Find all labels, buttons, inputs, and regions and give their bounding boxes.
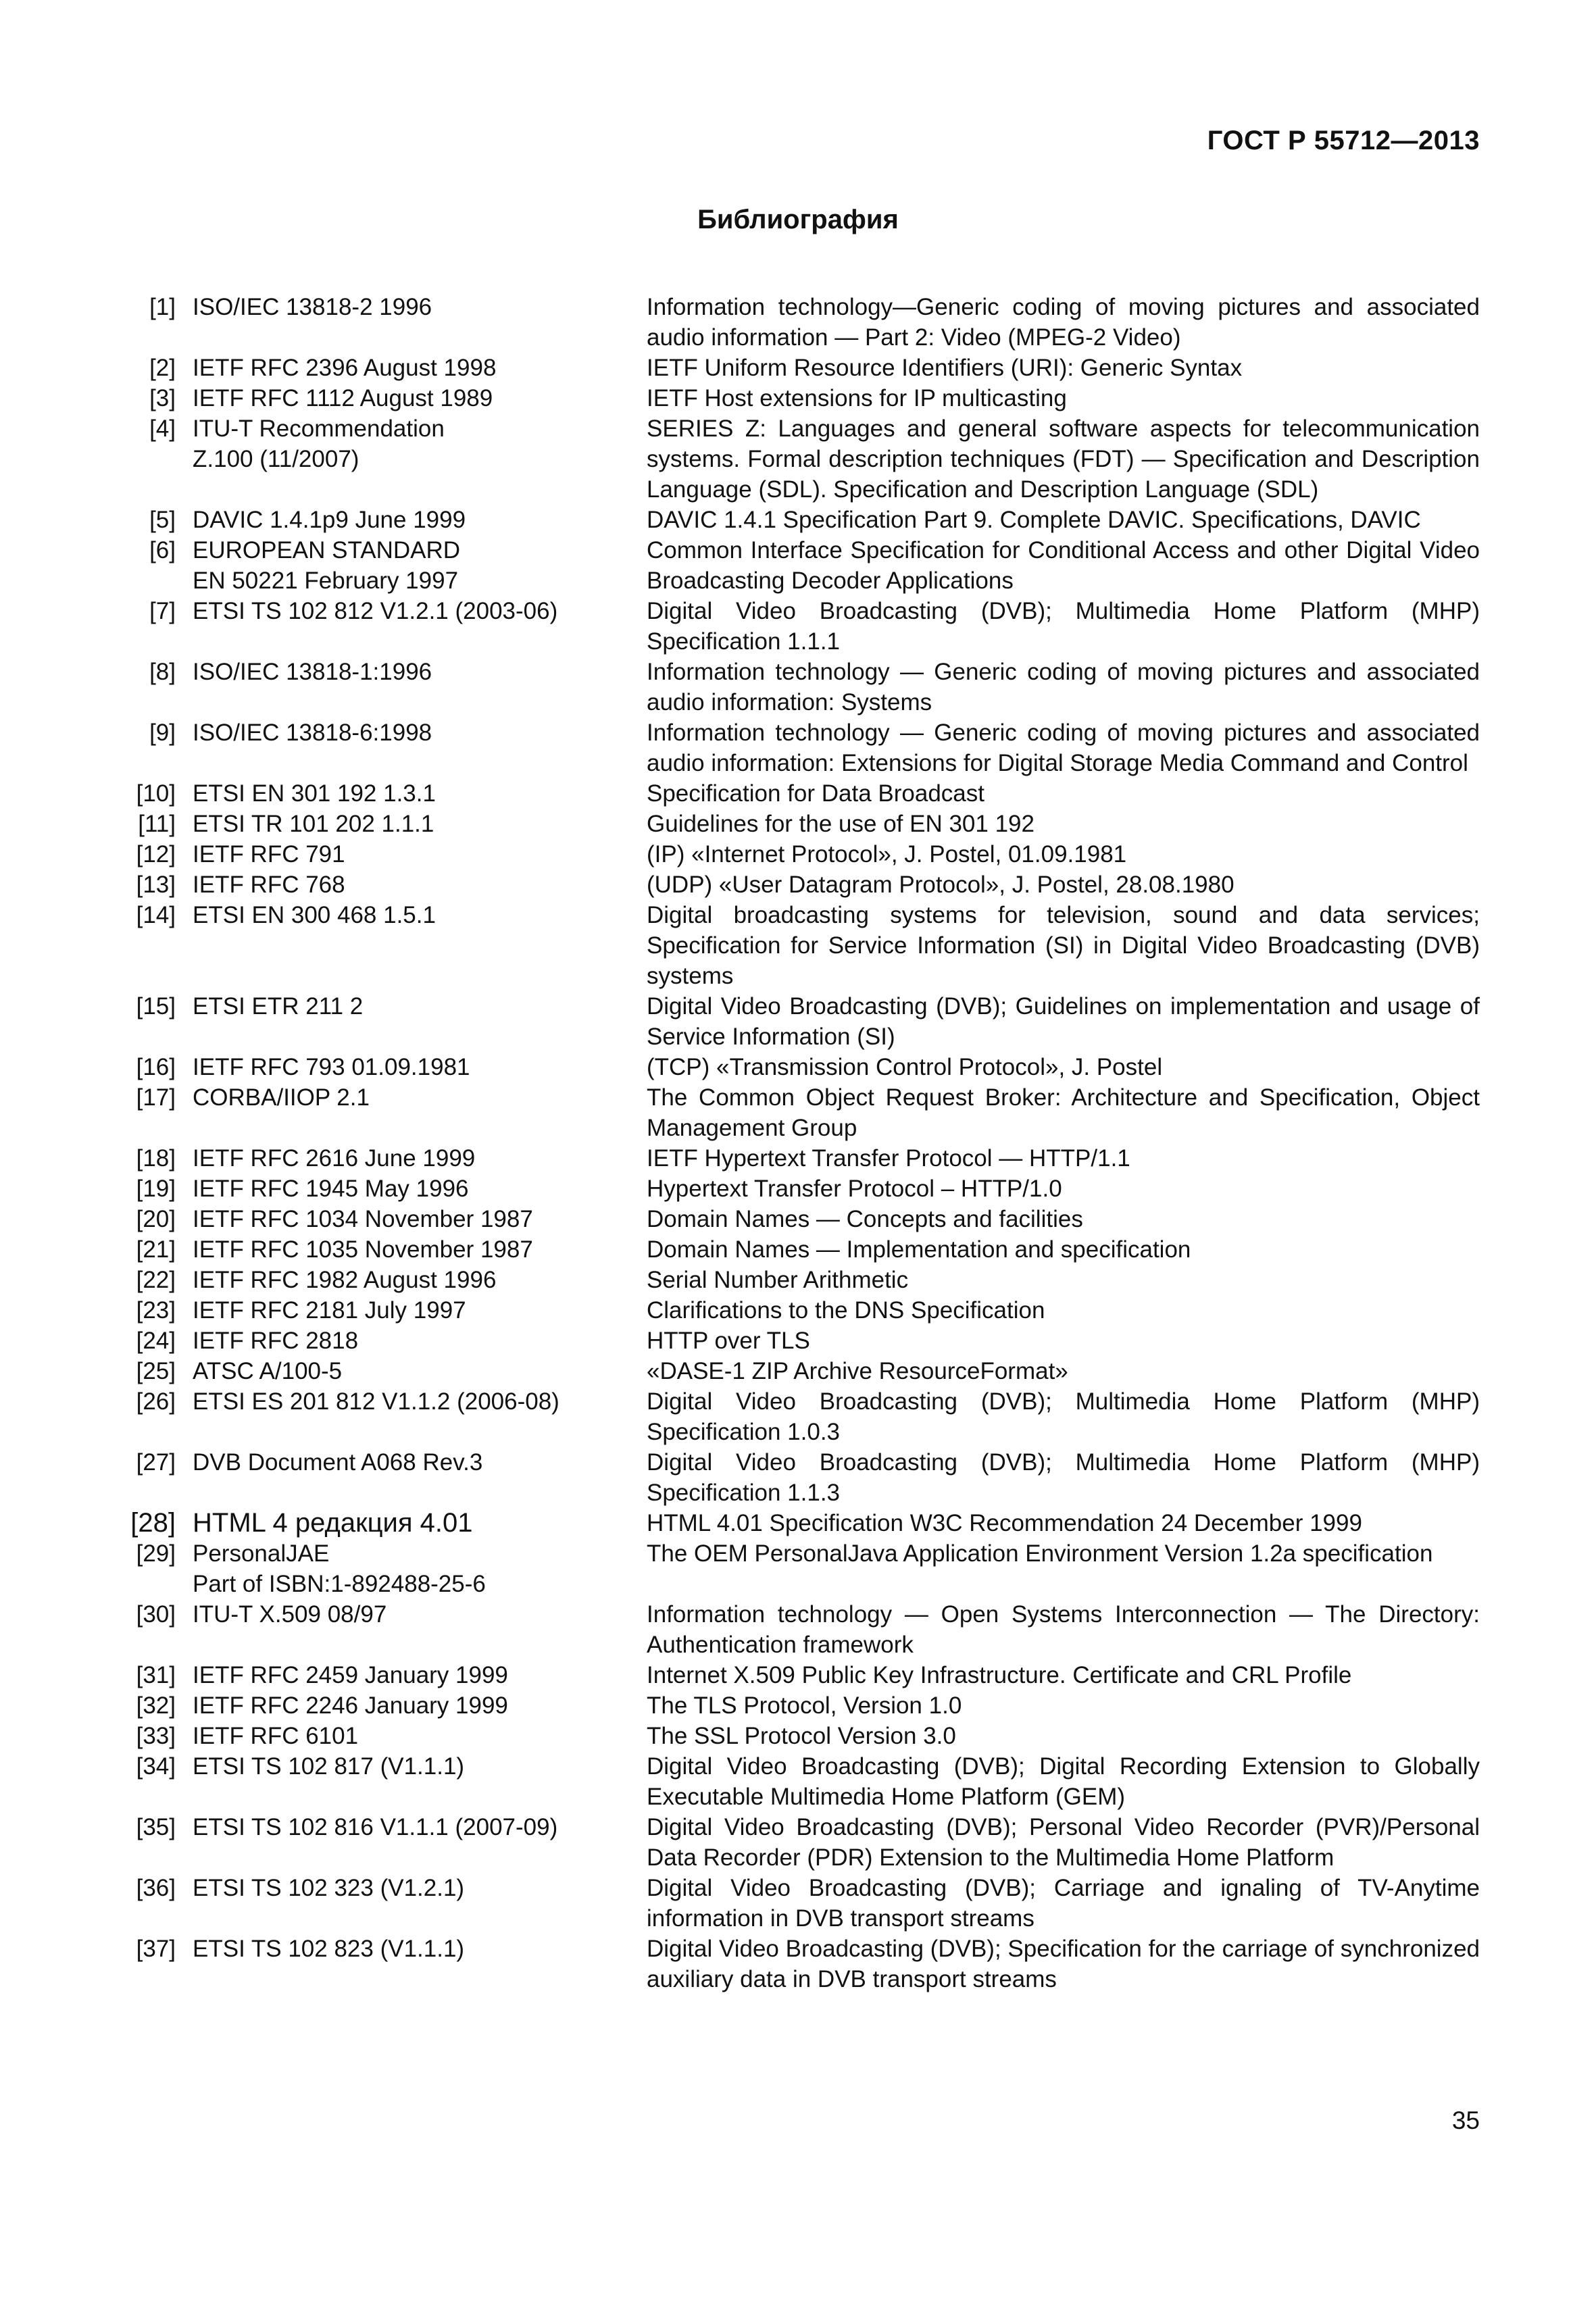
bibliography-entry bbox=[115, 1295, 1480, 1326]
entry-number: [31] bbox=[136, 1662, 176, 1688]
entry-reference bbox=[176, 353, 647, 383]
bibliography-entry bbox=[115, 1660, 1480, 1690]
entry-reference bbox=[176, 1356, 647, 1386]
entry-reference bbox=[176, 1174, 647, 1204]
bibliography-entry bbox=[115, 1174, 1480, 1204]
entry-description: IETF Uniform Resource Identifiers (URI): Generic Syntax bbox=[647, 355, 1243, 381]
reference-line: IETF RFC 1945 May 1996 bbox=[193, 1176, 469, 1202]
entry-reference bbox=[176, 900, 647, 930]
reference-line: IETF RFC 1982 August 1996 bbox=[193, 1267, 497, 1293]
entry-number: [27] bbox=[136, 1449, 176, 1476]
entry-number: [4] bbox=[149, 416, 176, 442]
entry-number: [14] bbox=[136, 902, 176, 928]
entry-reference bbox=[176, 1873, 647, 1903]
bibliography-entry bbox=[115, 1356, 1480, 1386]
reference-line: IETF RFC 2616 June 1999 bbox=[193, 1145, 476, 1172]
entry-description: DAVIC 1.4.1 Specification Part 9. Complete DAVIC. Specifications, DAVIC bbox=[647, 507, 1421, 533]
entry-reference bbox=[176, 1812, 647, 1842]
entry-number: [24] bbox=[136, 1328, 176, 1354]
entry-number: [7] bbox=[149, 598, 176, 624]
reference-line: ITU-T Recommendation bbox=[193, 416, 445, 442]
entry-reference bbox=[176, 1204, 647, 1234]
entry-number: [5] bbox=[149, 507, 176, 533]
entry-description: SERIES Z: Languages and general software aspects for telecommunication systems. Formal description techniques (FDT) — Specification and Description Language (SDL). Specification and Description Language (SDL) bbox=[647, 416, 1480, 503]
entry-description: HTML 4.01 Specification W3C Recommendation 24 December 1999 bbox=[647, 1510, 1362, 1536]
bibliography-entry bbox=[115, 1599, 1480, 1660]
reference-line: ETSI ETR 211 2 bbox=[193, 993, 364, 1020]
entry-reference bbox=[176, 1295, 647, 1326]
entry-reference bbox=[176, 1234, 647, 1265]
entry-reference bbox=[176, 383, 647, 413]
entry-description: Digital Video Broadcasting (DVB); Specification for the carriage of synchronized auxiliary data in DVB transport streams bbox=[647, 1936, 1480, 1992]
bibliography-entry bbox=[115, 1082, 1480, 1143]
entry-number: [12] bbox=[136, 841, 176, 867]
entry-reference bbox=[176, 718, 647, 748]
entry-number: [1] bbox=[149, 294, 176, 320]
reference-line: ETSI TS 102 816 V1.1.1 (2007-09) bbox=[193, 1814, 558, 1840]
bibliography-entry bbox=[115, 657, 1480, 718]
entry-reference bbox=[176, 991, 647, 1022]
entry-description: Digital Video Broadcasting (DVB); Guidelines on implementation and usage of Service Information (SI) bbox=[647, 993, 1480, 1050]
entry-number: [18] bbox=[136, 1145, 176, 1172]
entry-description: IETF Hypertext Transfer Protocol — HTTP/1.1 bbox=[647, 1145, 1130, 1172]
bibliography-entry bbox=[115, 1204, 1480, 1234]
reference-line: HTML 4 редакция 4.01 bbox=[193, 1508, 473, 1538]
reference-line: ETSI TS 102 817 (V1.1.1) bbox=[193, 1753, 465, 1780]
entry-reference bbox=[176, 1660, 647, 1690]
entry-description: Information technology — Generic coding of moving pictures and associated audio information: Extensions for Digital Storage Media Command and Control bbox=[647, 720, 1480, 776]
entry-number: [17] bbox=[136, 1084, 176, 1111]
entry-number: [10] bbox=[136, 780, 176, 807]
reference-line: EUROPEAN STANDARD bbox=[193, 537, 461, 563]
bibliography-entry bbox=[115, 900, 1480, 991]
entry-number: [35] bbox=[136, 1814, 176, 1840]
entry-number: [13] bbox=[136, 872, 176, 898]
entry-number: [30] bbox=[136, 1601, 176, 1628]
reference-line: IETF RFC 1112 August 1989 bbox=[193, 385, 493, 411]
bibliography-entry bbox=[115, 1234, 1480, 1265]
reference-line: IETF RFC 1034 November 1987 bbox=[193, 1206, 533, 1232]
reference-line: ETSI TR 101 202 1.1.1 bbox=[193, 811, 434, 837]
bibliography-entry bbox=[115, 505, 1480, 535]
entry-description: The Common Object Request Broker: Architecture and Specification, Object Management Group bbox=[647, 1084, 1480, 1141]
entry-description: Digital Video Broadcasting (DVB); Personal Video Recorder (PVR)/Personal Data Recorder (PDR) Extension to the Multimedia Home Platform bbox=[647, 1814, 1480, 1871]
bibliography-entry bbox=[115, 1447, 1480, 1508]
reference-line: IETF RFC 2396 August 1998 bbox=[193, 355, 497, 381]
entry-number: [15] bbox=[136, 993, 176, 1020]
entry-reference bbox=[176, 1386, 647, 1417]
entry-description: Digital Video Broadcasting (DVB); Carriage and ignaling of TV-Anytime information in DVB transport streams bbox=[647, 1875, 1480, 1932]
entry-number: [22] bbox=[136, 1267, 176, 1293]
bibliography-entry bbox=[115, 1386, 1480, 1447]
entry-reference bbox=[176, 778, 647, 809]
reference-line: ETSI ES 201 812 V1.1.2 (2006-08) bbox=[193, 1388, 559, 1415]
bibliography-entry bbox=[115, 1873, 1480, 1934]
reference-line: IETF RFC 2246 January 1999 bbox=[193, 1692, 508, 1719]
bibliography-entry bbox=[115, 1508, 1480, 1538]
reference-line: ETSI EN 300 468 1.5.1 bbox=[193, 902, 436, 928]
entry-description: Specification for Data Broadcast bbox=[647, 780, 984, 807]
reference-line: ISO/IEC 13818-1:1996 bbox=[193, 659, 432, 685]
bibliography-entry bbox=[115, 383, 1480, 413]
bibliography-entry bbox=[115, 413, 1480, 505]
entry-number: [9] bbox=[149, 720, 176, 746]
reference-line: ITU-T X.509 08/97 bbox=[193, 1601, 387, 1628]
bibliography-entry bbox=[115, 1143, 1480, 1174]
reference-line: Part of ISBN:1-892488-25-6 bbox=[193, 1571, 486, 1597]
entry-number: [34] bbox=[136, 1753, 176, 1780]
entry-number: [25] bbox=[136, 1358, 176, 1384]
bibliography-entry bbox=[115, 870, 1480, 900]
entry-number: [6] bbox=[149, 537, 176, 563]
entry-reference bbox=[176, 1721, 647, 1751]
bibliography-entry bbox=[115, 1751, 1480, 1812]
entry-reference bbox=[176, 1265, 647, 1295]
reference-line: PersonalJAE bbox=[193, 1540, 330, 1567]
entry-description: Domain Names — Implementation and specification bbox=[647, 1236, 1191, 1263]
reference-line: IETF RFC 2818 bbox=[193, 1328, 359, 1354]
entry-number: [37] bbox=[136, 1936, 176, 1962]
bibliography-entry bbox=[115, 1052, 1480, 1082]
entry-description: Information technology—Generic coding of moving pictures and associated audio information — Part 2: Video (MPEG-2 Video) bbox=[647, 294, 1480, 351]
entry-reference bbox=[176, 839, 647, 870]
bibliography-entry bbox=[115, 1538, 1480, 1599]
entry-description: Serial Number Arithmetic bbox=[647, 1267, 909, 1293]
reference-line: IETF RFC 2459 January 1999 bbox=[193, 1662, 508, 1688]
entry-number: [2] bbox=[149, 355, 176, 381]
reference-line: ETSI TS 102 823 (V1.1.1) bbox=[193, 1936, 465, 1962]
entry-number: [23] bbox=[136, 1297, 176, 1324]
entry-description: (TCP) «Transmission Control Protocol», J. Postel bbox=[647, 1054, 1163, 1080]
entry-reference bbox=[176, 809, 647, 839]
entry-number: [21] bbox=[136, 1236, 176, 1263]
bibliography-entry bbox=[115, 596, 1480, 657]
bibliography-entry bbox=[115, 809, 1480, 839]
reference-line: Z.100 (11/2007) bbox=[193, 446, 359, 472]
bibliography-entry bbox=[115, 1721, 1480, 1751]
bibliography-entry bbox=[115, 718, 1480, 778]
bibliography-entry bbox=[115, 1934, 1480, 1994]
entry-number: [36] bbox=[136, 1875, 176, 1901]
reference-line: ETSI EN 301 192 1.3.1 bbox=[193, 780, 436, 807]
entry-description: Information technology — Open Systems Interconnection — The Directory: Authentication framework bbox=[647, 1601, 1480, 1658]
entry-description: HTTP over TLS bbox=[647, 1328, 810, 1354]
entry-description: Digital Video Broadcasting (DVB); Multimedia Home Platform (MHP) Specification 1.1.1 bbox=[647, 598, 1480, 655]
entry-description: Guidelines for the use of EN 301 192 bbox=[647, 811, 1034, 837]
reference-line: DAVIC 1.4.1p9 June 1999 bbox=[193, 507, 466, 533]
entry-number: [16] bbox=[136, 1054, 176, 1080]
entry-reference bbox=[176, 1508, 647, 1538]
page-title: Библиография bbox=[697, 205, 899, 234]
entry-description: Digital Video Broadcasting (DVB); Multimedia Home Platform (MHP) Specification 1.1.3 bbox=[647, 1449, 1480, 1506]
entry-reference bbox=[176, 1052, 647, 1082]
reference-line: EN 50221 February 1997 bbox=[193, 568, 459, 594]
entry-reference bbox=[176, 1538, 647, 1599]
entry-reference bbox=[176, 1447, 647, 1478]
entry-description: Internet X.509 Public Key Infrastructure. Certificate and CRL Profile bbox=[647, 1662, 1352, 1688]
entry-description: The OEM PersonalJava Application Environment Version 1.2a specification bbox=[647, 1540, 1433, 1567]
bibliography-entry bbox=[115, 778, 1480, 809]
reference-line: CORBA/IIOP 2.1 bbox=[193, 1084, 370, 1111]
document-code: ГОСТ Р 55712—2013 bbox=[1207, 126, 1480, 155]
entry-number: [32] bbox=[136, 1692, 176, 1719]
entry-description: Digital Video Broadcasting (DVB); Digital Recording Extension to Globally Executable Multimedia Home Platform (GEM) bbox=[647, 1753, 1480, 1810]
reference-line: ISO/IEC 13818-2 1996 bbox=[193, 294, 432, 320]
entry-reference bbox=[176, 1934, 647, 1964]
reference-line: ETSI TS 102 812 V1.2.1 (2003-06) bbox=[193, 598, 558, 624]
entry-reference bbox=[176, 870, 647, 900]
entry-number: [11] bbox=[138, 811, 176, 837]
entry-description: (IP) «Internet Protocol», J. Postel, 01.09.1981 bbox=[647, 841, 1127, 867]
entry-description: Clarifications to the DNS Specification bbox=[647, 1297, 1045, 1324]
bibliography-entry bbox=[115, 1326, 1480, 1356]
entry-reference bbox=[176, 657, 647, 687]
entry-reference bbox=[176, 292, 647, 322]
entry-reference bbox=[176, 413, 647, 474]
bibliography-entry bbox=[115, 535, 1480, 596]
reference-line: DVB Document A068 Rev.3 bbox=[193, 1449, 483, 1476]
entry-description: Hypertext Transfer Protocol – HTTP/1.0 bbox=[647, 1176, 1062, 1202]
entry-reference bbox=[176, 535, 647, 596]
entry-description: Information technology — Generic coding of moving pictures and associated audio information: Systems bbox=[647, 659, 1480, 715]
entry-reference bbox=[176, 1599, 647, 1630]
entry-description: The TLS Protocol, Version 1.0 bbox=[647, 1692, 962, 1719]
entry-description: Common Interface Specification for Conditional Access and other Digital Video Broadcasting Decoder Applications bbox=[647, 537, 1480, 594]
reference-line: IETF RFC 768 bbox=[193, 872, 345, 898]
entry-reference bbox=[176, 1326, 647, 1356]
reference-line: IETF RFC 1035 November 1987 bbox=[193, 1236, 533, 1263]
entry-reference bbox=[176, 1143, 647, 1174]
entry-description: Digital broadcasting systems for television, sound and data services; Specification for Service Information (SI) in Digital Video Broadcasting (DVB) systems bbox=[647, 902, 1480, 989]
bibliography-entry bbox=[115, 839, 1480, 870]
entry-number: [19] bbox=[136, 1176, 176, 1202]
entry-number: [26] bbox=[136, 1388, 176, 1415]
bibliography-entry bbox=[115, 1690, 1480, 1721]
entry-number: [28] bbox=[130, 1508, 176, 1538]
page-number: 35 bbox=[1451, 2107, 1480, 2134]
entry-reference bbox=[176, 1751, 647, 1782]
entry-number: [3] bbox=[149, 385, 176, 411]
entry-reference bbox=[176, 1082, 647, 1113]
entry-number: [33] bbox=[136, 1723, 176, 1749]
entry-number: [20] bbox=[136, 1206, 176, 1232]
entry-description: (UDP) «User Datagram Protocol», J. Postel, 28.08.1980 bbox=[647, 872, 1235, 898]
entry-description: «DASE-1 ZIP Archive ResourceFormat» bbox=[647, 1358, 1068, 1384]
reference-line: IETF RFC 6101 bbox=[193, 1723, 359, 1749]
entry-description: Domain Names — Concepts and facilities bbox=[647, 1206, 1083, 1232]
bibliography-entry bbox=[115, 1265, 1480, 1295]
bibliography-entry bbox=[115, 991, 1480, 1052]
entry-number: [8] bbox=[149, 659, 176, 685]
bibliography-list bbox=[115, 292, 1480, 1994]
reference-line: ATSC A/100-5 bbox=[193, 1358, 343, 1384]
entry-description: IETF Host extensions for IP multicasting bbox=[647, 385, 1067, 411]
entry-reference bbox=[176, 1690, 647, 1721]
entry-description: Digital Video Broadcasting (DVB); Multimedia Home Platform (MHP) Specification 1.0.3 bbox=[647, 1388, 1480, 1445]
reference-line: ISO/IEC 13818-6:1998 bbox=[193, 720, 432, 746]
reference-line: ETSI TS 102 323 (V1.2.1) bbox=[193, 1875, 465, 1901]
entry-description: The SSL Protocol Version 3.0 bbox=[647, 1723, 956, 1749]
entry-reference bbox=[176, 505, 647, 535]
entry-number: [29] bbox=[136, 1540, 176, 1567]
bibliography-entry bbox=[115, 353, 1480, 383]
bibliography-entry bbox=[115, 1812, 1480, 1873]
entry-reference bbox=[176, 596, 647, 626]
reference-line: IETF RFC 793 01.09.1981 bbox=[193, 1054, 470, 1080]
bibliography-entry bbox=[115, 292, 1480, 353]
reference-line: IETF RFC 791 bbox=[193, 841, 345, 867]
reference-line: IETF RFC 2181 July 1997 bbox=[193, 1297, 466, 1324]
